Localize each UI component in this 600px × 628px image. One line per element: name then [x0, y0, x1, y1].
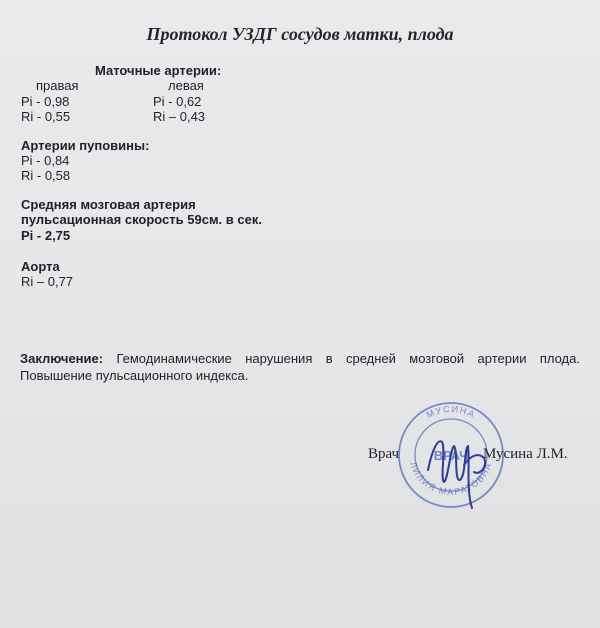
uterine-left-ri: Ri – 0,43 — [153, 109, 206, 124]
aorta-ri: Ri – 0,77 — [21, 274, 74, 289]
conclusion-text: Гемодинамические нарушения в средней мозговой артерии плода. Повышение пульсационного индекса. — [20, 351, 580, 383]
mca-pi: Pi - 2,75 — [21, 228, 71, 243]
conclusion-paragraph — [20, 350, 580, 384]
uterine-arteries-heading: Маточные артерии: — [95, 63, 222, 78]
conclusion-label: Заключение: — [20, 351, 104, 366]
aorta-heading: Аорта — [21, 259, 60, 274]
uterine-right-ri: Ri - 0,55 — [21, 109, 71, 124]
mca-heading: Средняя мозговая артерия — [21, 197, 196, 212]
document-title: Протокол УЗДГ сосудов матки, плода — [146, 24, 454, 44]
svg-text:ЛИЛИЯ МАРАТОВНА: ЛИЛИЯ МАРАТОВНА — [408, 460, 494, 497]
svg-text:МУСИНА: МУСИНА — [424, 403, 478, 421]
umbilical-pi: Pi - 0,84 — [21, 153, 70, 168]
uterine-right-pi: Pi - 0,98 — [21, 94, 70, 109]
svg-text:ВРАЧ: ВРАЧ — [433, 448, 469, 463]
uterine-left-label: левая — [168, 78, 204, 93]
uterine-right-label: правая — [36, 78, 79, 93]
doctor-role: Врач — [368, 446, 400, 462]
doctor-name: Мусина Л.М. — [483, 446, 568, 462]
handwritten-signature — [420, 420, 500, 515]
umbilical-arteries-heading: Артерии пуповины: — [21, 138, 150, 153]
uterine-left-pi: Pi - 0,62 — [153, 94, 202, 109]
mca-velocity: пульсационная скорость 59см. в сек. — [21, 212, 262, 227]
umbilical-ri: Ri - 0,58 — [21, 168, 71, 183]
